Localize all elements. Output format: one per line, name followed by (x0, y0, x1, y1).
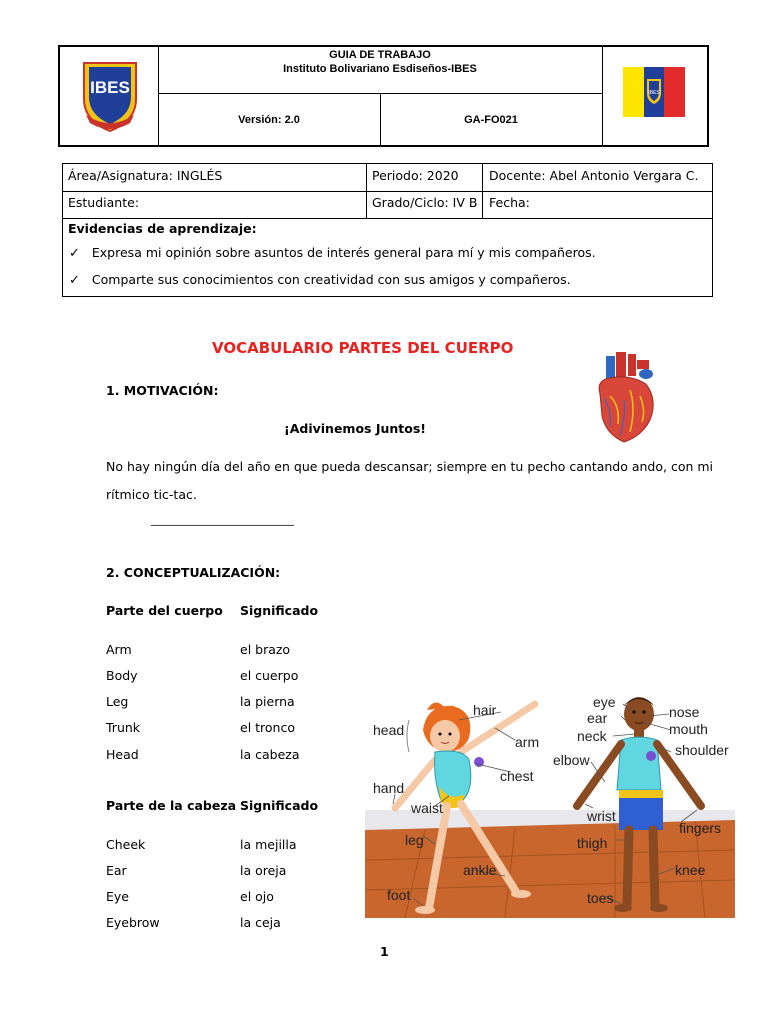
label-ankle: ankle (463, 862, 497, 878)
label-leg: leg (405, 832, 424, 848)
vocab-term: Trunk (106, 720, 141, 735)
area-field: Área/Asignatura: INGLÉS (68, 168, 223, 183)
vocab-meaning: la pierna (240, 694, 295, 709)
label-hand: hand (373, 780, 405, 796)
table1-header-meaning: Significado (240, 603, 319, 618)
label-head: head (373, 722, 405, 738)
page-number: 1 (380, 944, 389, 959)
body-parts-illustration (365, 690, 735, 920)
flag-logo (623, 67, 685, 117)
periodo-field: Periodo: 2020 (372, 168, 459, 183)
estudiante-field: Estudiante: (68, 195, 140, 210)
vocab-term: Arm (106, 642, 132, 657)
vocab-term: Body (106, 668, 138, 683)
label-wrist: wrist (587, 808, 616, 824)
label-chest: chest (500, 768, 534, 784)
page-title: VOCABULARIO PARTES DEL CUERPO (212, 339, 514, 357)
table1-header-part: Parte del cuerpo (106, 603, 223, 618)
vocab-meaning: la oreja (240, 863, 287, 878)
label-nose: nose (669, 704, 700, 720)
vocab-meaning: la mejilla (240, 837, 297, 852)
label-eye: eye (593, 694, 616, 710)
header-code: GA-FO021 (464, 114, 518, 126)
svg-text:IBES: IBES (90, 78, 130, 97)
evidencia-item: ✓ Comparte sus conocimientos con creatividad con sus amigos y compañeros. (69, 272, 571, 288)
vocab-term: Head (106, 747, 139, 762)
docente-field: Docente: Abel Antonio Vergara C. (489, 168, 699, 183)
vocab-meaning: el ojo (240, 889, 274, 904)
ibes-logo (78, 59, 142, 135)
answer-line: __________________________ (151, 513, 294, 526)
header-title: GUIA DE TRABAJO (329, 49, 431, 61)
vocab-meaning: el tronco (240, 720, 295, 735)
heart-image (590, 350, 660, 445)
label-foot: foot (387, 887, 411, 903)
header-title-block (158, 48, 602, 76)
label-knee: knee (675, 862, 706, 878)
label-ear: ear (587, 710, 608, 726)
document-header (58, 45, 709, 147)
header-institute: Instituto Bolivariano Esdiseños-IBES (283, 63, 477, 75)
label-fingers: fingers (679, 820, 722, 836)
label-thigh: thigh (577, 835, 608, 851)
vocab-term: Eye (106, 889, 129, 904)
vocab-term: Leg (106, 694, 129, 709)
checkmark-icon: ✓ (69, 273, 80, 288)
vocab-meaning: la cabeza (240, 747, 300, 762)
table2-header-part: Parte de la cabeza (106, 798, 237, 813)
label-arm: arm (515, 734, 540, 750)
vocab-term: Ear (106, 863, 127, 878)
vocab-term: Eyebrow (106, 915, 160, 930)
riddle-line-2: rítmico tic-tac. (106, 487, 197, 502)
vocab-meaning: la ceja (240, 915, 281, 930)
label-mouth: mouth (669, 721, 708, 737)
checkmark-icon: ✓ (69, 246, 80, 261)
riddle-title: ¡Adivinemos Juntos! (284, 421, 426, 436)
fecha-field: Fecha: (489, 195, 530, 210)
info-table (62, 163, 713, 297)
label-toes: toes (587, 890, 614, 906)
riddle-line-1: No hay ningún día del año en que pueda descansar; siempre en tu pecho cantando ando, con mi (106, 459, 714, 474)
label-waist: waist (411, 800, 443, 816)
label-elbow: elbow (553, 752, 590, 768)
evidencias-title: Evidencias de aprendizaje: (68, 221, 257, 236)
svg-text:IBES: IBES (648, 90, 660, 96)
label-hair: hair (473, 702, 497, 718)
section-motivacion: 1. MOTIVACIÓN: (106, 383, 219, 398)
vocab-meaning: el cuerpo (240, 668, 299, 683)
section-conceptualizacion: 2. CONCEPTUALIZACIÓN: (106, 565, 281, 580)
header-version: Versión: 2.0 (238, 114, 300, 126)
vocab-term: Cheek (106, 837, 146, 852)
grado-field: Grado/Ciclo: IV B (372, 195, 478, 210)
vocab-meaning: el brazo (240, 642, 291, 657)
table2-header-meaning: Significado (240, 798, 319, 813)
label-neck: neck (577, 728, 607, 744)
evidencia-item: ✓ Expresa mi opinión sobre asuntos de interés general para mí y mis compañeros. (69, 245, 596, 261)
label-shoulder: shoulder (675, 742, 729, 758)
